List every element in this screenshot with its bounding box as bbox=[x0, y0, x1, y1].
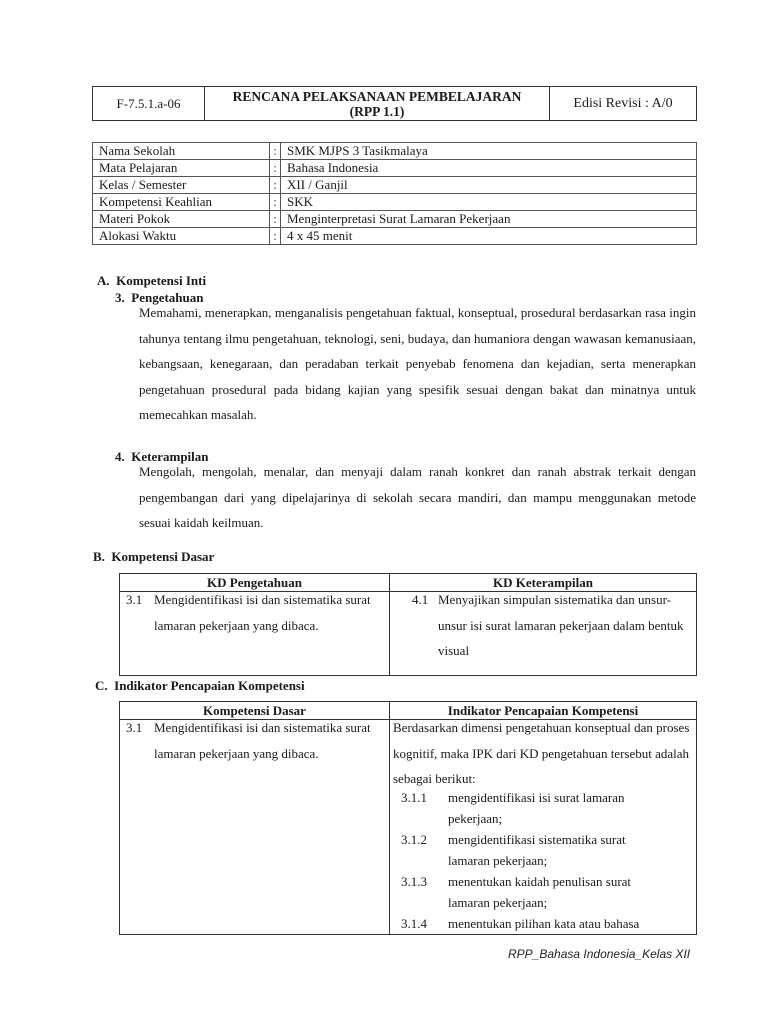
ipk-item bbox=[393, 787, 696, 829]
kd-table bbox=[119, 573, 697, 676]
ipk-table bbox=[119, 701, 697, 935]
kd-header-skills: KD Keterampilan bbox=[390, 574, 697, 592]
subsection-number: 4. bbox=[115, 449, 125, 464]
page-footer: RPP_Bahasa Indonesia_Kelas XII bbox=[508, 947, 691, 961]
info-value: Bahasa Indonesia bbox=[281, 160, 697, 177]
revision-label: Edisi Revisi : A/0 bbox=[550, 87, 697, 121]
info-value: XII / Ganjil bbox=[281, 177, 697, 194]
ipk-item bbox=[393, 913, 696, 934]
ipk-number: 3.1.2 bbox=[401, 831, 427, 847]
ipk-item bbox=[393, 871, 696, 913]
ipk-text: menentukan pilihan kata atau bahasa bbox=[448, 915, 640, 931]
section-c-heading bbox=[95, 678, 305, 694]
info-label: Kompetensi Keahlian bbox=[93, 194, 270, 211]
ipk-text: mengidentifikasi sistematika surat lamaran pekerjaan; bbox=[448, 831, 626, 868]
info-label: Kelas / Semester bbox=[93, 177, 270, 194]
info-row-school bbox=[93, 143, 697, 160]
section-marker: C. bbox=[95, 678, 108, 693]
kd-number: 4.1 bbox=[412, 592, 429, 607]
ipk-header-indicator: Indikator Pencapaian Kompetensi bbox=[390, 702, 697, 720]
info-row-material bbox=[93, 211, 697, 228]
info-label: Nama Sekolah bbox=[93, 143, 270, 160]
info-row-competency bbox=[93, 194, 697, 211]
form-code: F-7.5.1.a-06 bbox=[93, 87, 205, 121]
info-value: Menginterpretasi Surat Lamaran Pekerjaan bbox=[281, 211, 697, 228]
info-row-subject bbox=[93, 160, 697, 177]
subsection-title: Pengetahuan bbox=[131, 290, 204, 305]
ipk-number: 3.1.1 bbox=[401, 789, 427, 805]
info-label: Alokasi Waktu bbox=[93, 228, 270, 245]
ipk-indicator-cell bbox=[390, 720, 697, 935]
kd-skills-cell bbox=[390, 592, 697, 676]
ipk-item bbox=[393, 829, 696, 871]
section-a-heading bbox=[97, 273, 206, 289]
title-line-1: RENCANA PELAKSANAAN PEMBELAJARAN bbox=[232, 88, 522, 104]
kd-header-knowledge: KD Pengetahuan bbox=[120, 574, 390, 592]
document-title bbox=[205, 87, 550, 121]
ipk-kd-cell bbox=[120, 720, 390, 935]
info-colon: : bbox=[270, 143, 281, 160]
section-title: Kompetensi Inti bbox=[116, 273, 207, 288]
section-marker: A. bbox=[97, 273, 110, 288]
info-value: 4 x 45 menit bbox=[281, 228, 697, 245]
ipk-number: 3.1.3 bbox=[401, 873, 427, 889]
info-colon: : bbox=[270, 228, 281, 245]
info-colon: : bbox=[270, 194, 281, 211]
ipk-header-kd: Kompetensi Dasar bbox=[120, 702, 390, 720]
info-colon: : bbox=[270, 211, 281, 228]
ipk-intro: Berdasarkan dimensi pengetahuan konseptual dan proses kognitif, maka IPK dari KD pengetahuan tersebut adalah sebagai berikut: bbox=[393, 720, 690, 786]
document-header-table bbox=[92, 86, 697, 121]
ipk-text: mengidentifikasi isi surat lamaran pekerjaan; bbox=[448, 789, 625, 826]
section-title: Indikator Pencapaian Kompetensi bbox=[114, 678, 305, 693]
info-value: SKK bbox=[281, 194, 697, 211]
kd-text: Mengidentifikasi isi dan sistematika surat lamaran pekerjaan yang dibaca. bbox=[154, 592, 371, 633]
info-label: Mata Pelajaran bbox=[93, 160, 270, 177]
identity-table bbox=[92, 142, 697, 245]
kd-number: 3.1 bbox=[126, 720, 143, 735]
info-value: SMK MJPS 3 Tasikmalaya bbox=[281, 143, 697, 160]
kd-text: Mengidentifikasi isi dan sistematika surat lamaran pekerjaan yang dibaca. bbox=[154, 720, 371, 761]
ipk-text: menentukan kaidah penulisan surat lamaran pekerjaan; bbox=[448, 873, 632, 910]
kd-number: 3.1 bbox=[126, 592, 143, 607]
section-title: Kompetensi Dasar bbox=[111, 549, 215, 564]
skills-paragraph: Mengolah, mengolah, menalar, dan menyaji dalam ranah konkret dan ranah abstrak terkait dengan pengembangan dari yang dipelajarinya di sekolah secara mandiri, dan mampu menggunakan metode sesuai kaidah keilmuan. bbox=[139, 464, 696, 530]
subsection-number: 3. bbox=[115, 290, 125, 305]
info-label: Materi Pokok bbox=[93, 211, 270, 228]
info-row-class bbox=[93, 177, 697, 194]
title-line-2: (RPP 1.1) bbox=[349, 103, 405, 119]
section-marker: B. bbox=[93, 549, 105, 564]
kd-text: Menyajikan simpulan sistematika dan unsur-unsur isi surat lamaran pekerjaan dalam bentuk visual bbox=[438, 592, 684, 658]
ipk-number: 3.1.4 bbox=[401, 915, 427, 931]
subsection-title: Keterampilan bbox=[131, 449, 209, 464]
kd-knowledge-cell bbox=[120, 592, 390, 676]
knowledge-paragraph: Memahami, menerapkan, menganalisis pengetahuan faktual, konseptual, prosedural berdasarkan rasa ingin tahunya tentang ilmu pengetahuan, teknologi, seni, budaya, dan humaniora dengan wawasan kemanusiaan, kebangsaan, kenegaraan, dan peradaban terkait penyebab fenomena dan kejadian, serta menerapkan pengetahuan prosedural pada bidang kajian yang spesifik sesuai dengan bakat dan minatnya untuk memecahkan masalah. bbox=[139, 305, 696, 422]
info-colon: : bbox=[270, 160, 281, 177]
info-row-time bbox=[93, 228, 697, 245]
section-b-heading bbox=[93, 549, 214, 565]
info-colon: : bbox=[270, 177, 281, 194]
